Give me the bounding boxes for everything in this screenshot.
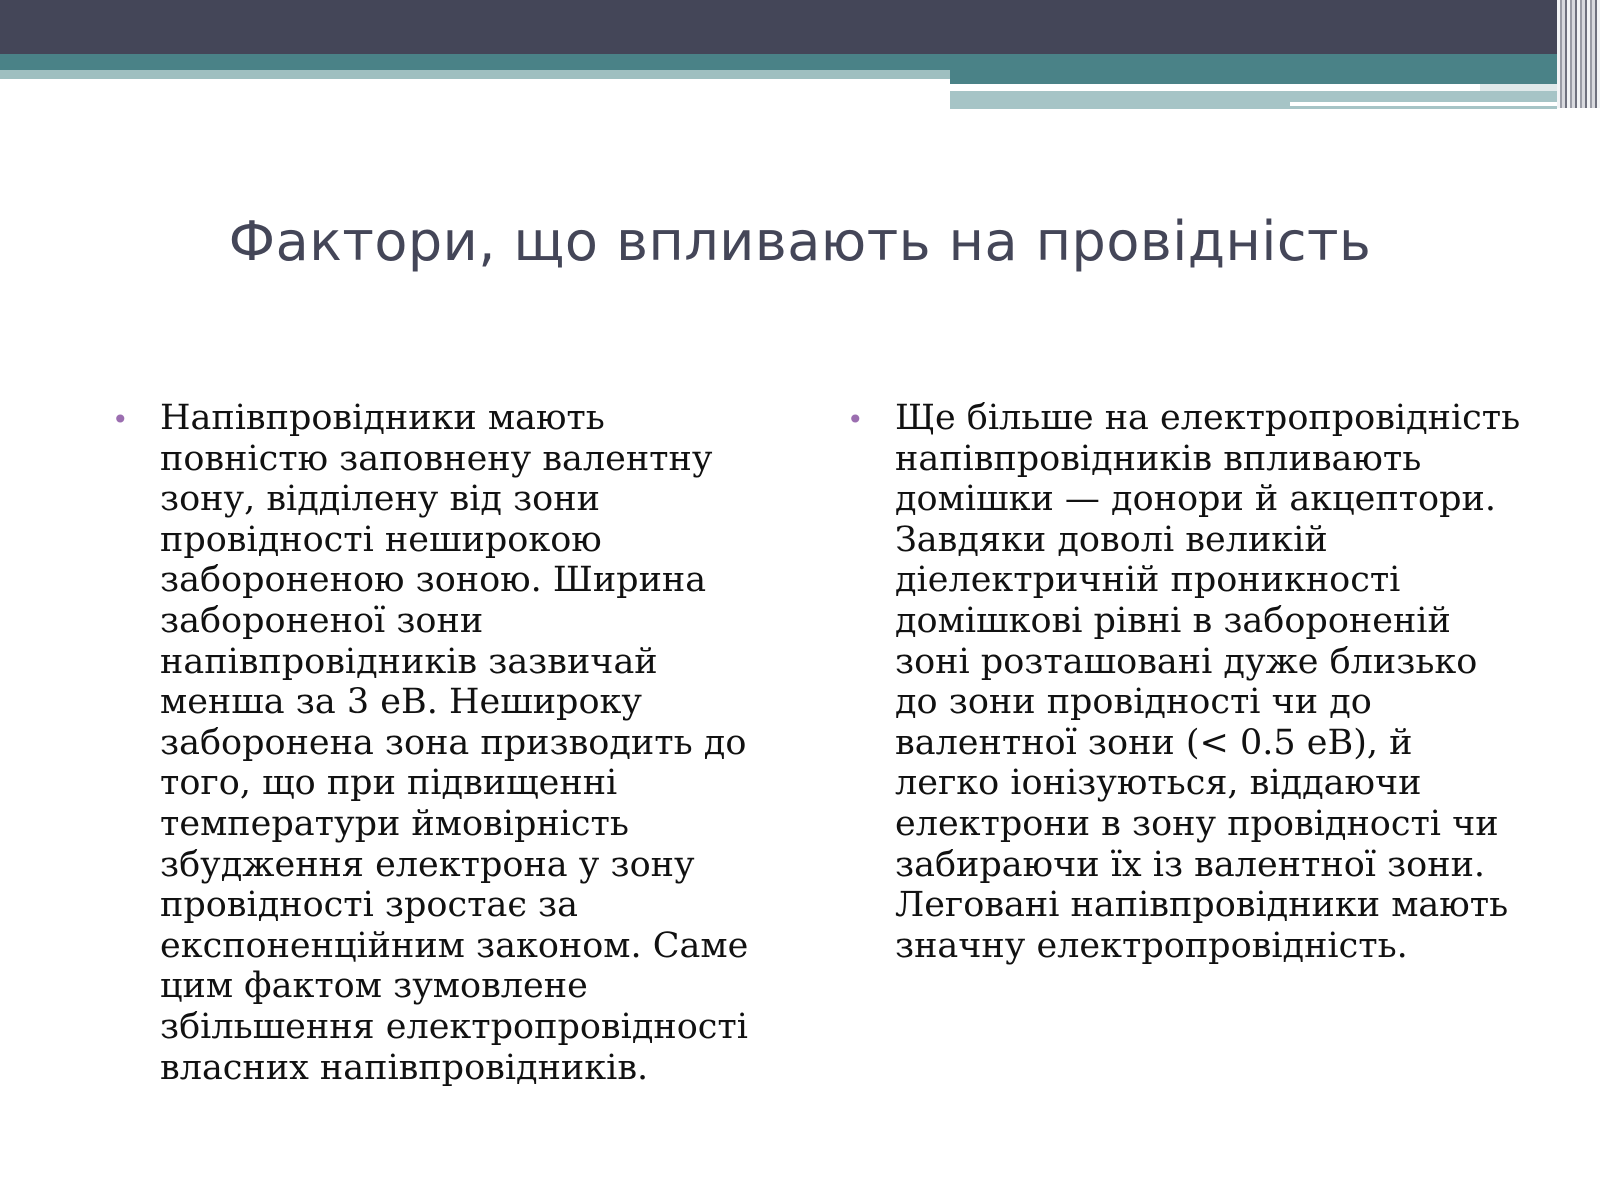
header-band-dark xyxy=(0,0,1557,54)
header-band-white-line xyxy=(1290,102,1557,106)
bullet-text-left: Напівпровідники мають повністю заповнену валентну зону, відділену від зони провідності неширокою забороненою зоною. Ширина забороненої зони напівпровідників зазвичай менша за 3 еВ. Нешироку заборонена зона призводить до того, що при підвищенні температури ймовірність збудження електрона у зону провідності зростає за експоненційним законом. Саме цим фактом зумовлене збільшення електропровідності власних напівпровідників. xyxy=(160,398,749,1088)
bullet-dot-icon: • xyxy=(112,403,129,436)
bullet-item-left xyxy=(112,398,772,1088)
bullet-dot-icon: • xyxy=(847,403,864,436)
header-band-light-left xyxy=(0,70,950,79)
corner-stripes-decoration xyxy=(1557,0,1600,108)
header-band-white-line-2 xyxy=(1480,84,1557,91)
header-band-teal-right xyxy=(950,70,1557,84)
bullet-text-right: Ще більше на електропровідність напівпровідників впливають домішки — донори й акцептори. Завдяки доволі великій діелектричній проникності домішкові рівні в забороненій зоні розташовані дуже близько до зони провідності чи до валентної зони (< 0.5 еВ), й легко іонізуються, віддаючи електрони в зону провідності чи забираючи їх із валентної зони. Леговані напівпровідники мають значну електропровідність. xyxy=(895,398,1521,966)
slide-title: Фактори, що впливають на провідність xyxy=(228,210,1372,273)
header-band-gap xyxy=(950,84,1557,91)
header-band-light-right xyxy=(950,91,1557,109)
bullet-item-right xyxy=(847,398,1527,966)
header-band-teal xyxy=(0,54,1557,70)
